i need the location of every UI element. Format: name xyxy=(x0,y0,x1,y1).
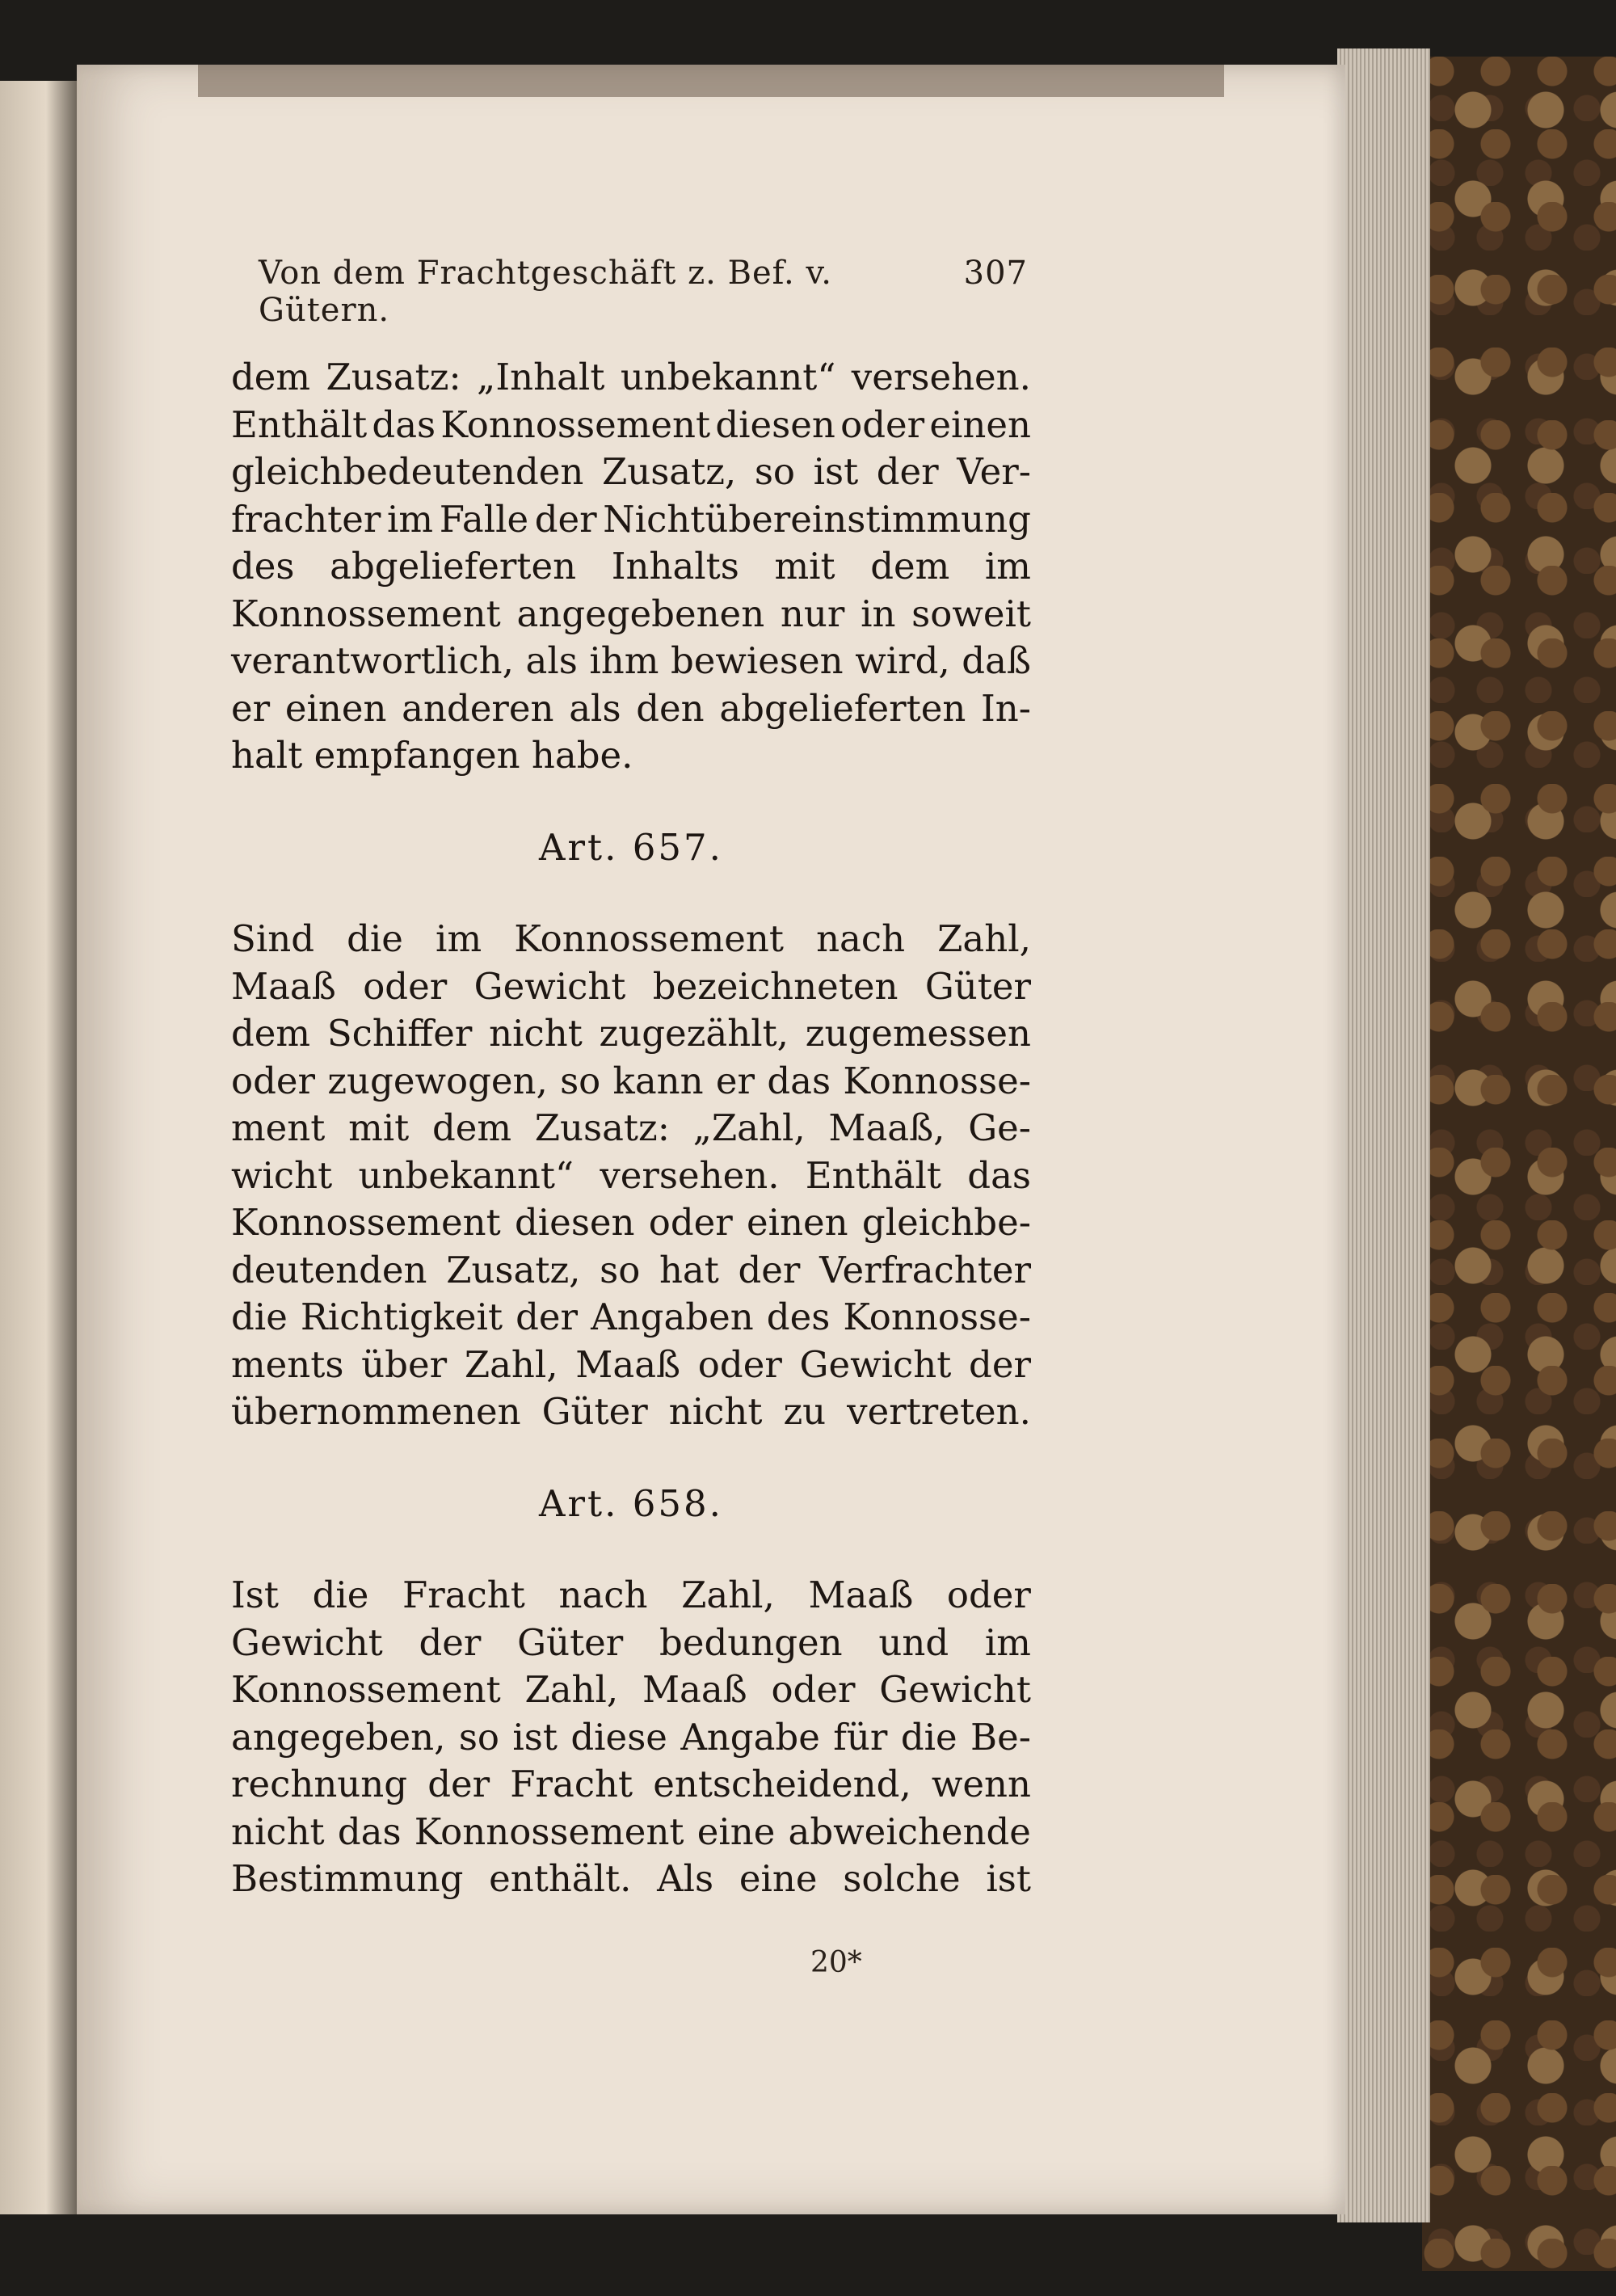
paragraph-2 xyxy=(231,916,1031,1436)
text-line: dem Schiffer nicht zugezählt, zugemessen xyxy=(231,1012,1031,1055)
text-line: übernommenen Güter nicht zu vertreten. xyxy=(231,1390,1031,1433)
page-edges xyxy=(1337,48,1430,2222)
text-line: Bestimmung enthält. Als eine solche ist xyxy=(231,1857,1031,1900)
article-heading-658: Art. 658. xyxy=(539,1481,723,1525)
text-line: Konnossement angegebenen nur in soweit xyxy=(231,592,1031,635)
text-line: die Richtigkeit der Angaben des Konnosse- xyxy=(231,1295,1031,1338)
text-line: Enthält das Konnossement diesen oder einen xyxy=(231,402,1031,446)
text-line: ment mit dem Zusatz: „Zahl, Maaß, Ge- xyxy=(231,1106,1031,1149)
text-line: dem Zusatz: „Inhalt unbekannt“ versehen. xyxy=(231,356,1031,398)
page-number: 307 xyxy=(963,255,1028,292)
text-line: deutenden Zusatz, so hat der Verfrachter xyxy=(231,1248,1031,1291)
body-text xyxy=(231,354,1031,1903)
text-line: rechnung der Fracht entscheidend, wenn xyxy=(231,1763,1031,1805)
text-line: Konnossement diesen oder einen gleichbe- xyxy=(231,1201,1031,1244)
text-line: wicht unbekannt“ versehen. Enthält das xyxy=(231,1153,1031,1197)
text-line: ments über Zahl, Maaß oder Gewicht der xyxy=(231,1342,1031,1386)
text-line: oder zugewogen, so kann er das Konnosse- xyxy=(231,1059,1031,1102)
text-line: des abgelieferten Inhalts mit dem im xyxy=(231,545,1031,588)
text-line: Gewicht der Güter bedungen und im xyxy=(231,1620,1031,1664)
text-line: halt empfangen habe. xyxy=(231,734,633,777)
text-line: Konnossement Zahl, Maaß oder Gewicht xyxy=(231,1668,1031,1711)
text-line: er einen anderen als den abgelieferten In- xyxy=(231,686,1031,730)
text-line: Sind die im Konnossement nach Zahl, xyxy=(231,917,1031,960)
article-heading-657: Art. 657. xyxy=(539,825,723,869)
text-line: frachter im Falle der Nichtübereinstimmung xyxy=(231,497,1031,541)
running-head-title: Von dem Frachtgeschäft z. Bef. v. Gütern. xyxy=(259,255,833,329)
text-line: angegeben, so ist diese Angabe für die Be- xyxy=(231,1715,1031,1759)
signature-mark: 20* xyxy=(810,1946,862,1979)
paragraph-1 xyxy=(231,354,1031,780)
paragraph-3 xyxy=(231,1572,1031,1903)
text-line: Ist die Fracht nach Zahl, Maaß oder xyxy=(231,1573,1031,1616)
text-line: gleichbedeutenden Zusatz, so ist der Ver- xyxy=(231,450,1031,493)
running-head xyxy=(259,255,1028,329)
text-line: nicht das Konnossement eine abweichende xyxy=(231,1809,1031,1853)
text-line: verantwortlich, als ihm bewiesen wird, daß xyxy=(231,639,1031,682)
text-line: Maaß oder Gewicht bezeichneten Güter xyxy=(231,964,1031,1008)
left-page-edge xyxy=(0,81,77,2214)
marbled-cover xyxy=(1422,57,1616,2271)
